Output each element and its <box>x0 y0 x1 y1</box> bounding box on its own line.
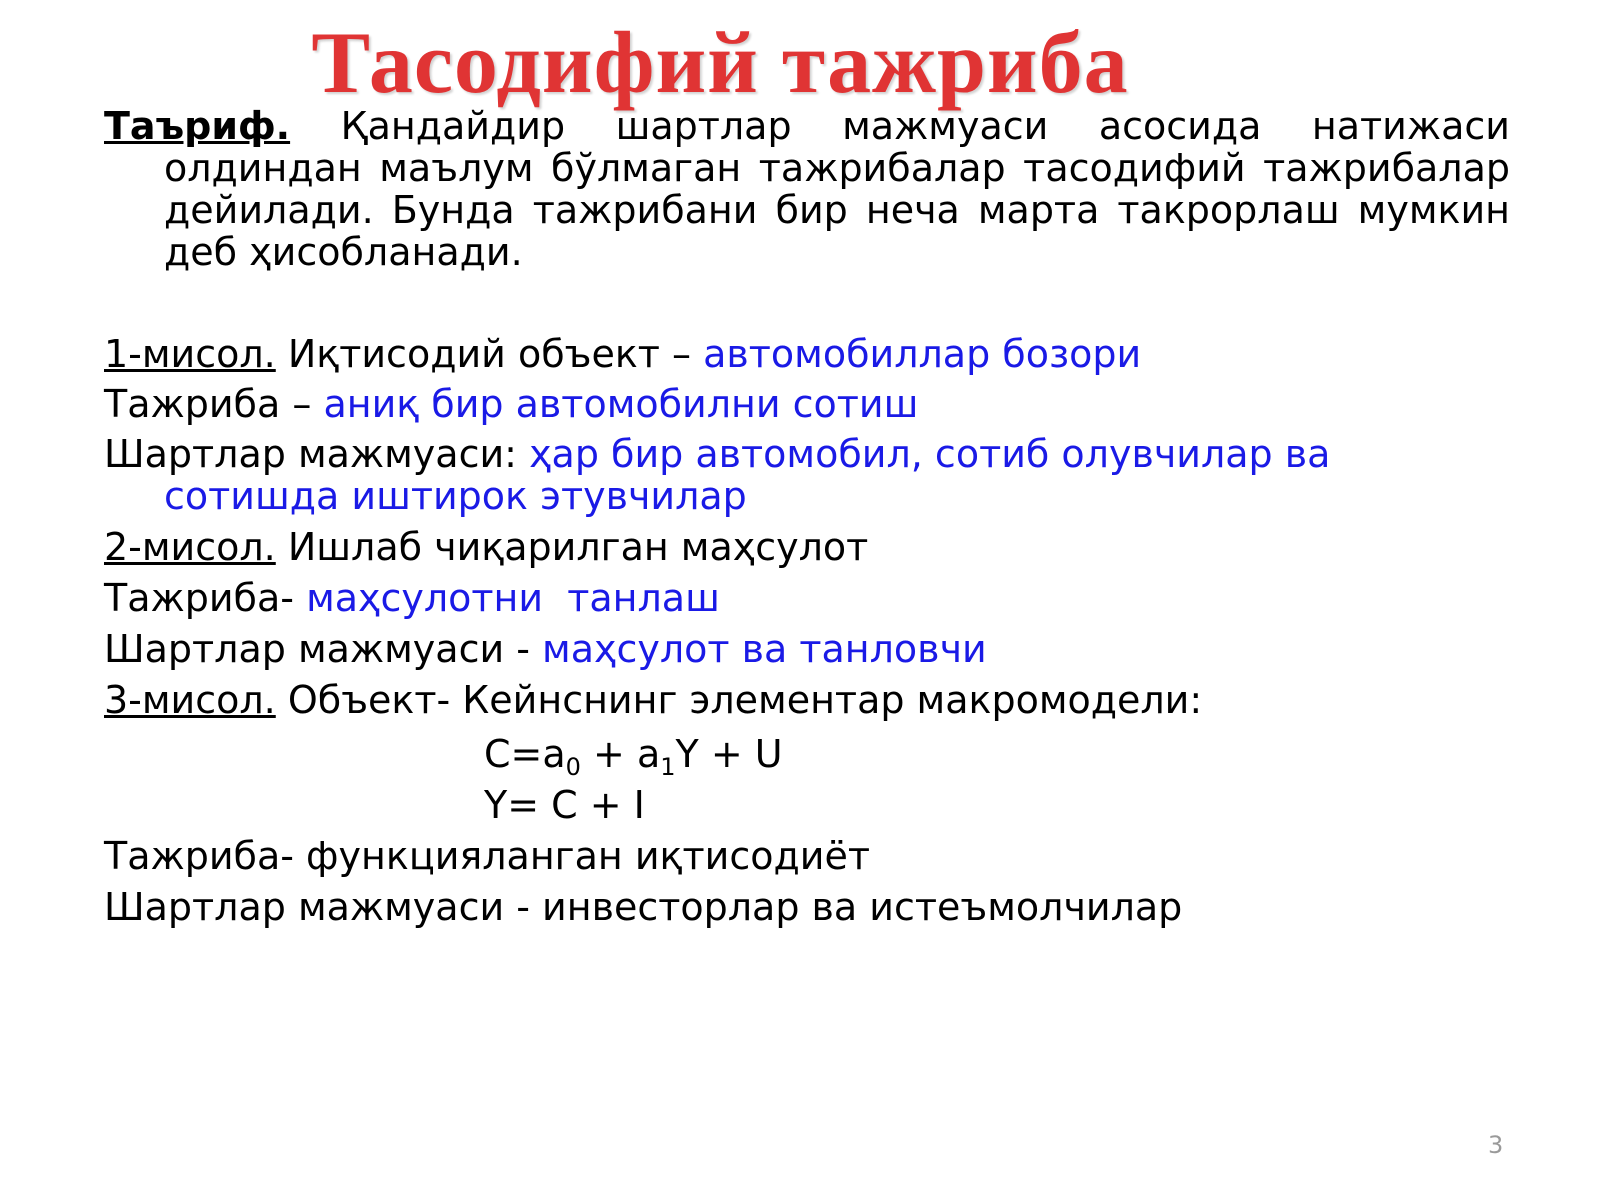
example2-label: 2-мисол. <box>104 525 276 569</box>
example2-experiment-line <box>104 577 720 619</box>
formula-part: C=a <box>484 732 566 776</box>
example2-experiment-label: Тажриба- <box>104 576 307 620</box>
formula-part: + a <box>580 732 661 776</box>
example2-object-text: Ишлаб чиқарилган маҳсулот <box>275 525 869 569</box>
example3-experiment-line: Тажриба- функцияланган иқтисодиёт <box>104 834 870 878</box>
definition-text: Қандайдир шартлар мажмуаси асосида натижаси олдиндан маълум бўлмаган тажрибалар тасодифий тажрибалар дейилади. Бунда тажрибани бир неча марта такрорлаш мумкин деб ҳисобланади. <box>164 104 1510 274</box>
example1-conditions-label: Шартлар мажмуаси: <box>104 432 530 476</box>
example1-object-text: Иқтисодий объект – <box>275 332 704 376</box>
example3-object-line <box>104 679 1202 721</box>
example1-object-value: автомобиллар бозори <box>703 332 1142 376</box>
example3-object-text: Объект- Кейнснинг элементар макромодели: <box>275 678 1203 722</box>
example2-conditions-label: Шартлар мажмуаси - <box>104 627 543 671</box>
example2-object-line <box>104 526 868 568</box>
example1-experiment-label: Тажриба – <box>104 382 324 426</box>
definition-paragraph <box>104 105 1510 273</box>
example2-conditions-value: маҳсулот ва танловчи <box>542 627 987 671</box>
example2-experiment-value: маҳсулотни танлаш <box>306 576 720 620</box>
keynes-formula-consumption <box>484 732 783 781</box>
example3-label: 3-мисол. <box>104 678 276 722</box>
formula-subscript: 0 <box>565 753 581 781</box>
example1-experiment-value: аниқ бир автомобилни сотиш <box>323 382 919 426</box>
example1-conditions-line <box>104 433 1484 517</box>
formula-subscript: 1 <box>660 753 676 781</box>
slide-title: Тасодифий тажриба <box>311 15 1129 112</box>
page-number: 3 <box>1488 1131 1504 1159</box>
example1-label: 1-мисол. <box>104 332 276 376</box>
example1-object-line <box>104 333 1141 375</box>
example3-conditions-line: Шартлар мажмуаси - инвесторлар ва истеъмолчилар <box>104 885 1183 929</box>
keynes-formula-income: Y= C + I <box>484 783 645 827</box>
definition-term: Таъриф. <box>104 104 291 148</box>
example2-conditions-line <box>104 628 987 670</box>
formula-part: Y + U <box>675 732 783 776</box>
example1-experiment-line <box>104 383 918 425</box>
example1-conditions-value: ҳар бир автомобил, сотиб олувчилар ва сотишда иштирок этувчилар <box>164 432 1331 518</box>
